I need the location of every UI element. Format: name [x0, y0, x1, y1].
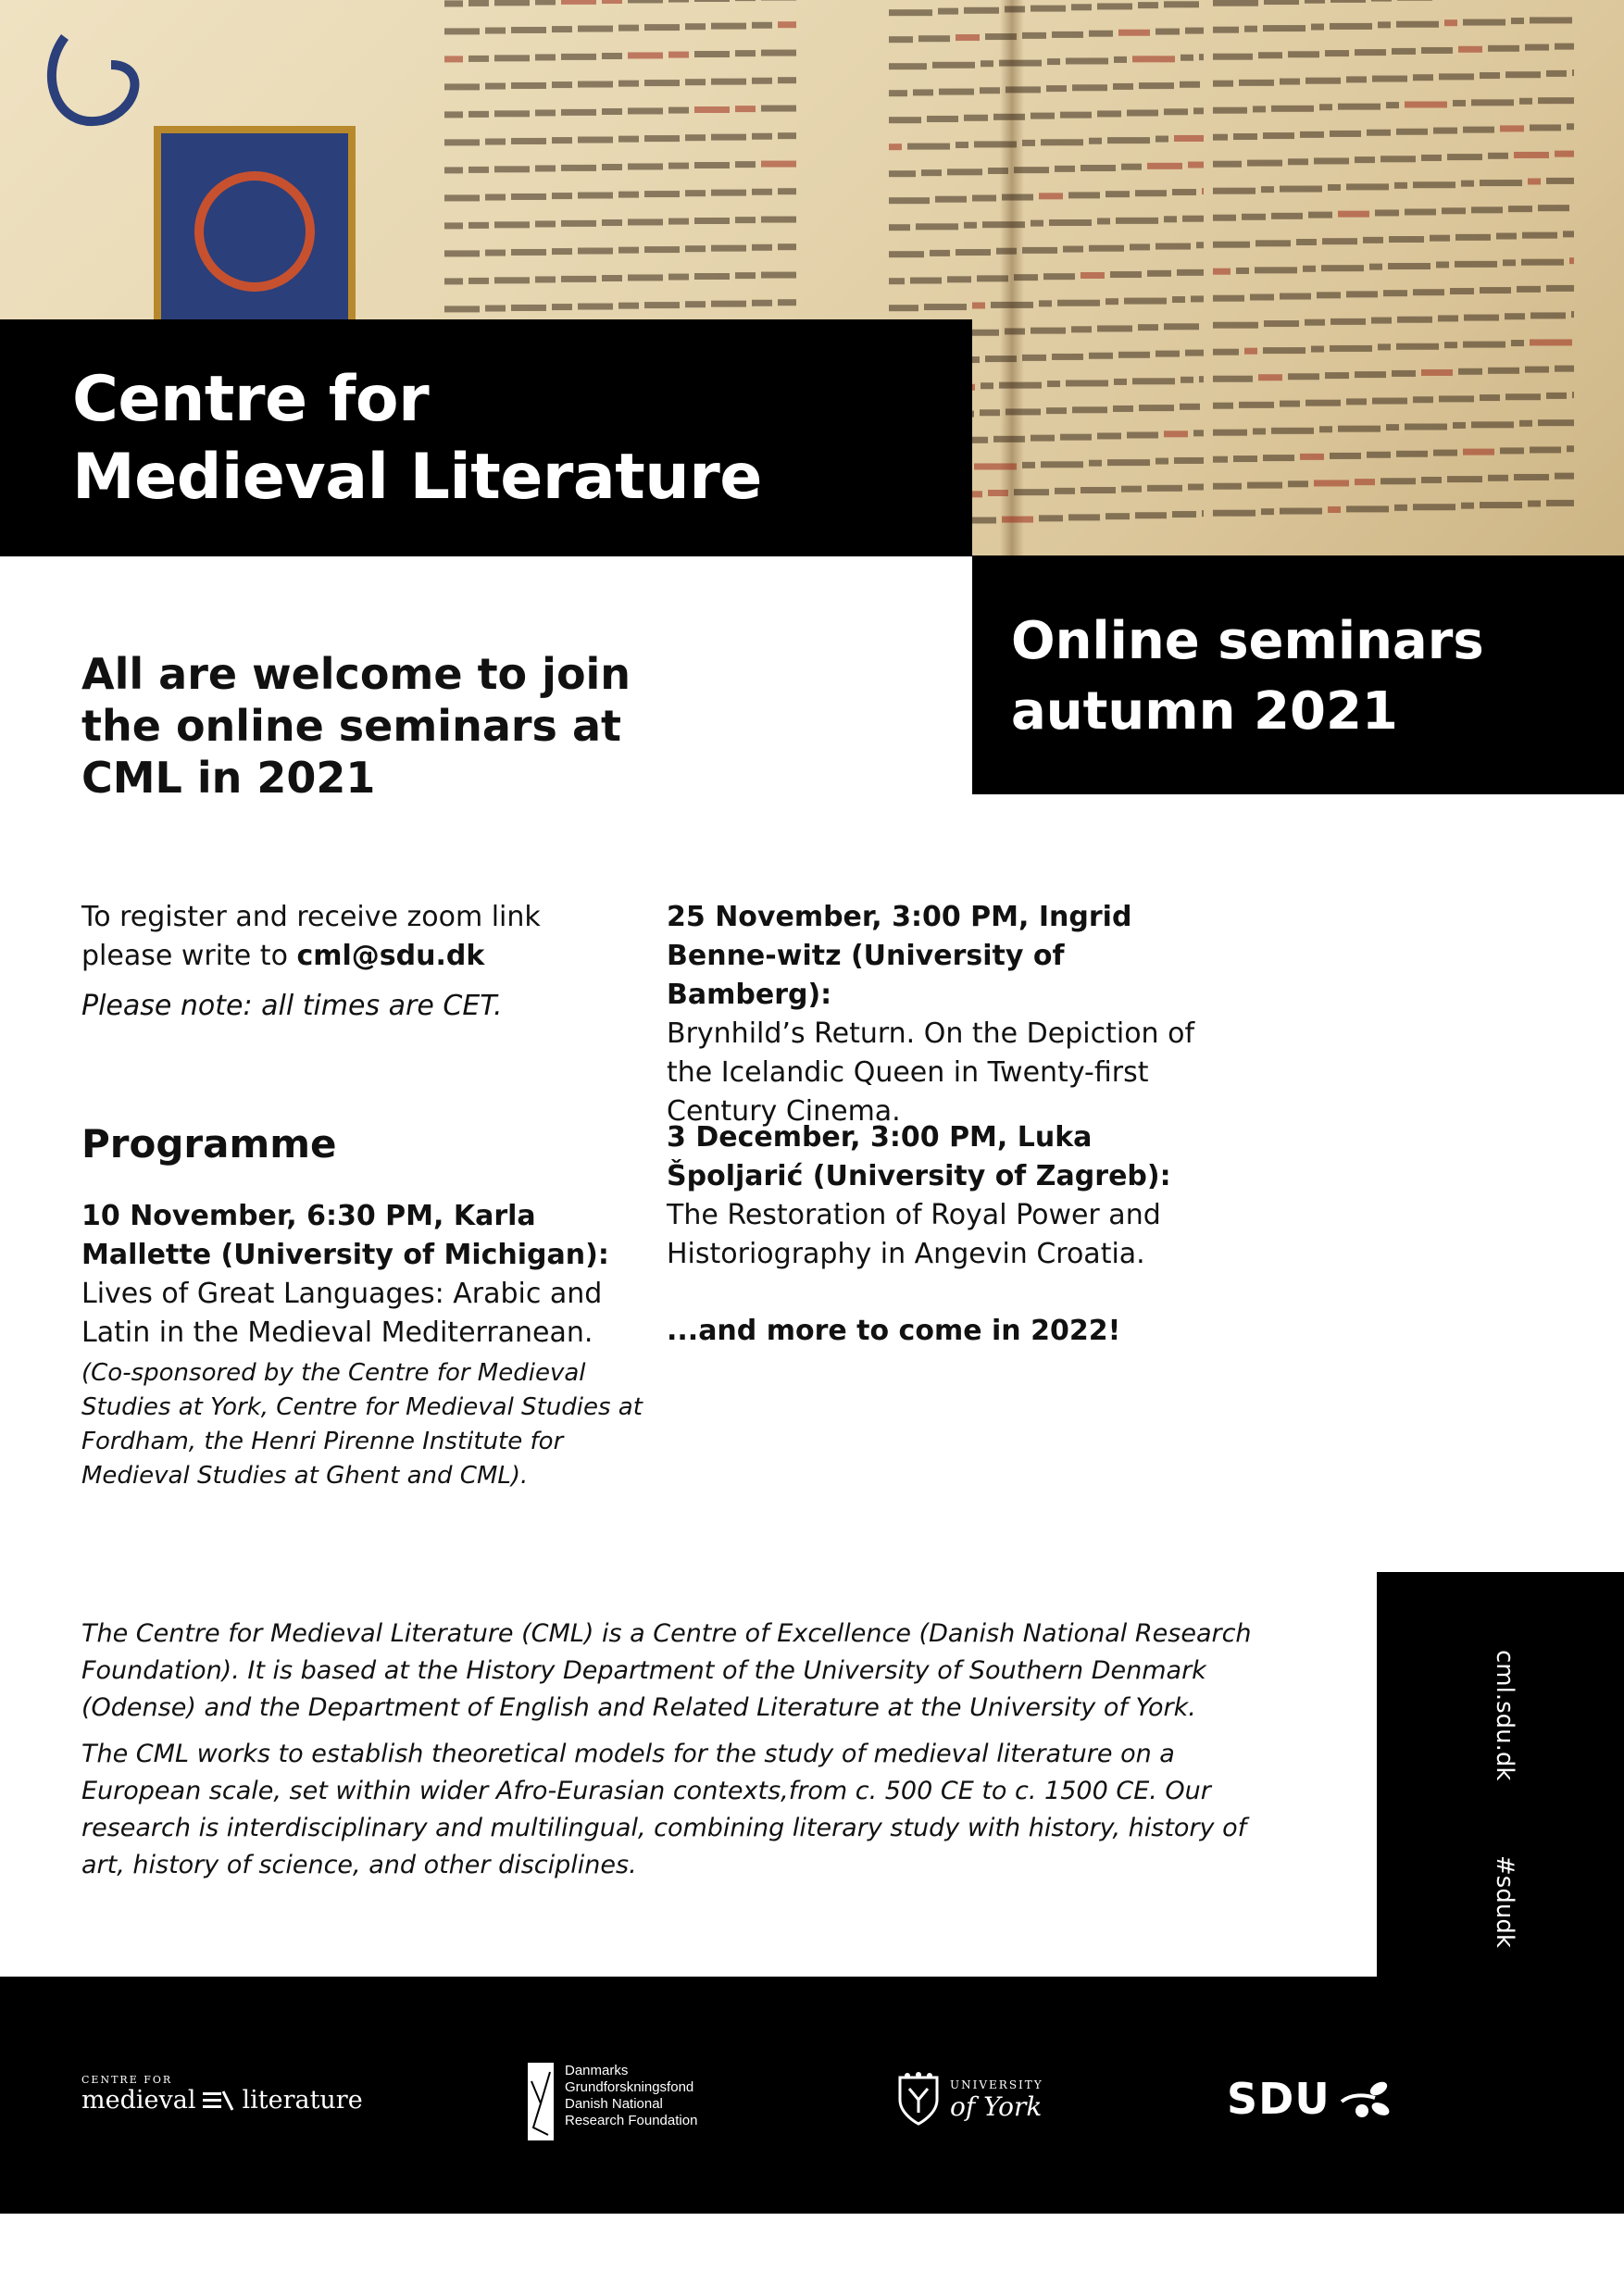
about-paragraph: The Centre for Medieval Literature (CML) is a Centre of Excellence (Danish National Research Foundation). It is based at the History Department of the University of Southern Denmark (Odense) and the Department of English and Related Literature at the University of York. — [81, 1619, 1252, 1722]
york-logo — [896, 2072, 1043, 2128]
dnrf-logo — [528, 2063, 697, 2140]
website-link[interactable]: cml.sdu.dk — [1491, 1650, 1518, 1781]
event-item — [81, 1197, 656, 1493]
dnrf-line: Research Foundation — [565, 2113, 698, 2128]
welcome-heading: All are welcome to join the online seminars at CML in 2021 — [81, 649, 631, 803]
page-title: Centre for Medieval Literature — [72, 363, 762, 514]
programme-heading: Programme — [81, 1121, 337, 1167]
sdu-leaf-icon — [1338, 2078, 1390, 2120]
hashtag: #sdudk — [1491, 1855, 1518, 1948]
event-date-speaker: 3 December, 3:00 PM, Luka Špoljarić (University of Zagreb): — [667, 1121, 1171, 1192]
event-item — [667, 1118, 1222, 1274]
event-talk-title: The Restoration of Royal Power and Historiography in Angevin Croatia. — [667, 1199, 1161, 1270]
cml-logo-small: CENTRE FOR — [81, 2074, 173, 2086]
registration-instructions: To register and receive zoom link please write to — [81, 901, 541, 972]
cml-logo-mark — [203, 2090, 234, 2112]
cml-logo-word-right: literature — [242, 2086, 363, 2115]
cml-logo-word-left: medieval — [81, 2086, 196, 2115]
york-shield-icon — [896, 2072, 941, 2128]
registration-text — [81, 898, 637, 976]
dnrf-mark — [528, 2063, 554, 2140]
dnrf-line: Grundforskningsfond — [565, 2079, 694, 2095]
about-section — [81, 1616, 1285, 1893]
sdu-wordmark: SDU — [1227, 2074, 1330, 2124]
about-paragraph: The CML works to establish theoretical models for the study of medieval literature on a European scale, set within wider Afro-Eurasian contexts,from c. 500 CE to c. 1500 CE. Our research is interdisciplinary and multilingual, combining literary study with history, history of art, history of science, and other disciplines. — [81, 1740, 1247, 1879]
york-logo-small: UNIVERSITY — [950, 2078, 1043, 2091]
event-date-speaker: 25 November, 3:00 PM, Ingrid Benne-witz (University of Bamberg): — [667, 901, 1132, 1011]
york-logo-big: of York — [950, 2090, 1043, 2122]
event-cosponsor-note: (Co-sponsored by the Centre for Medieval Studies at York, Centre for Medieval Studies at Fordham, the Henri Pirenne Institute for Medieval Studies at Ghent and CML). — [81, 1359, 643, 1490]
season-title: Online seminars autumn 2021 — [1011, 611, 1484, 742]
event-date-speaker: 10 November, 6:30 PM, Karla Mallette (University of Michigan): — [81, 1200, 609, 1271]
event-item — [667, 898, 1222, 1131]
event-talk-title: Brynhild’s Return. On the Depiction of the Icelandic Queen in Twenty-first Century Cinema. — [667, 1017, 1195, 1128]
dnrf-line: Danish National — [565, 2096, 663, 2112]
cml-logo — [81, 2074, 363, 2115]
sdu-logo — [1227, 2074, 1390, 2124]
event-talk-title: Lives of Great Languages: Arabic and Latin in the Medieval Mediterranean. — [81, 1278, 603, 1349]
registration-email-link[interactable]: cml@sdu.dk — [296, 940, 485, 972]
more-to-come: ...and more to come in 2022! — [667, 1315, 1121, 1347]
dnrf-line: Danmarks — [565, 2063, 629, 2078]
timezone-note: Please note: all times are CET. — [81, 990, 503, 1022]
